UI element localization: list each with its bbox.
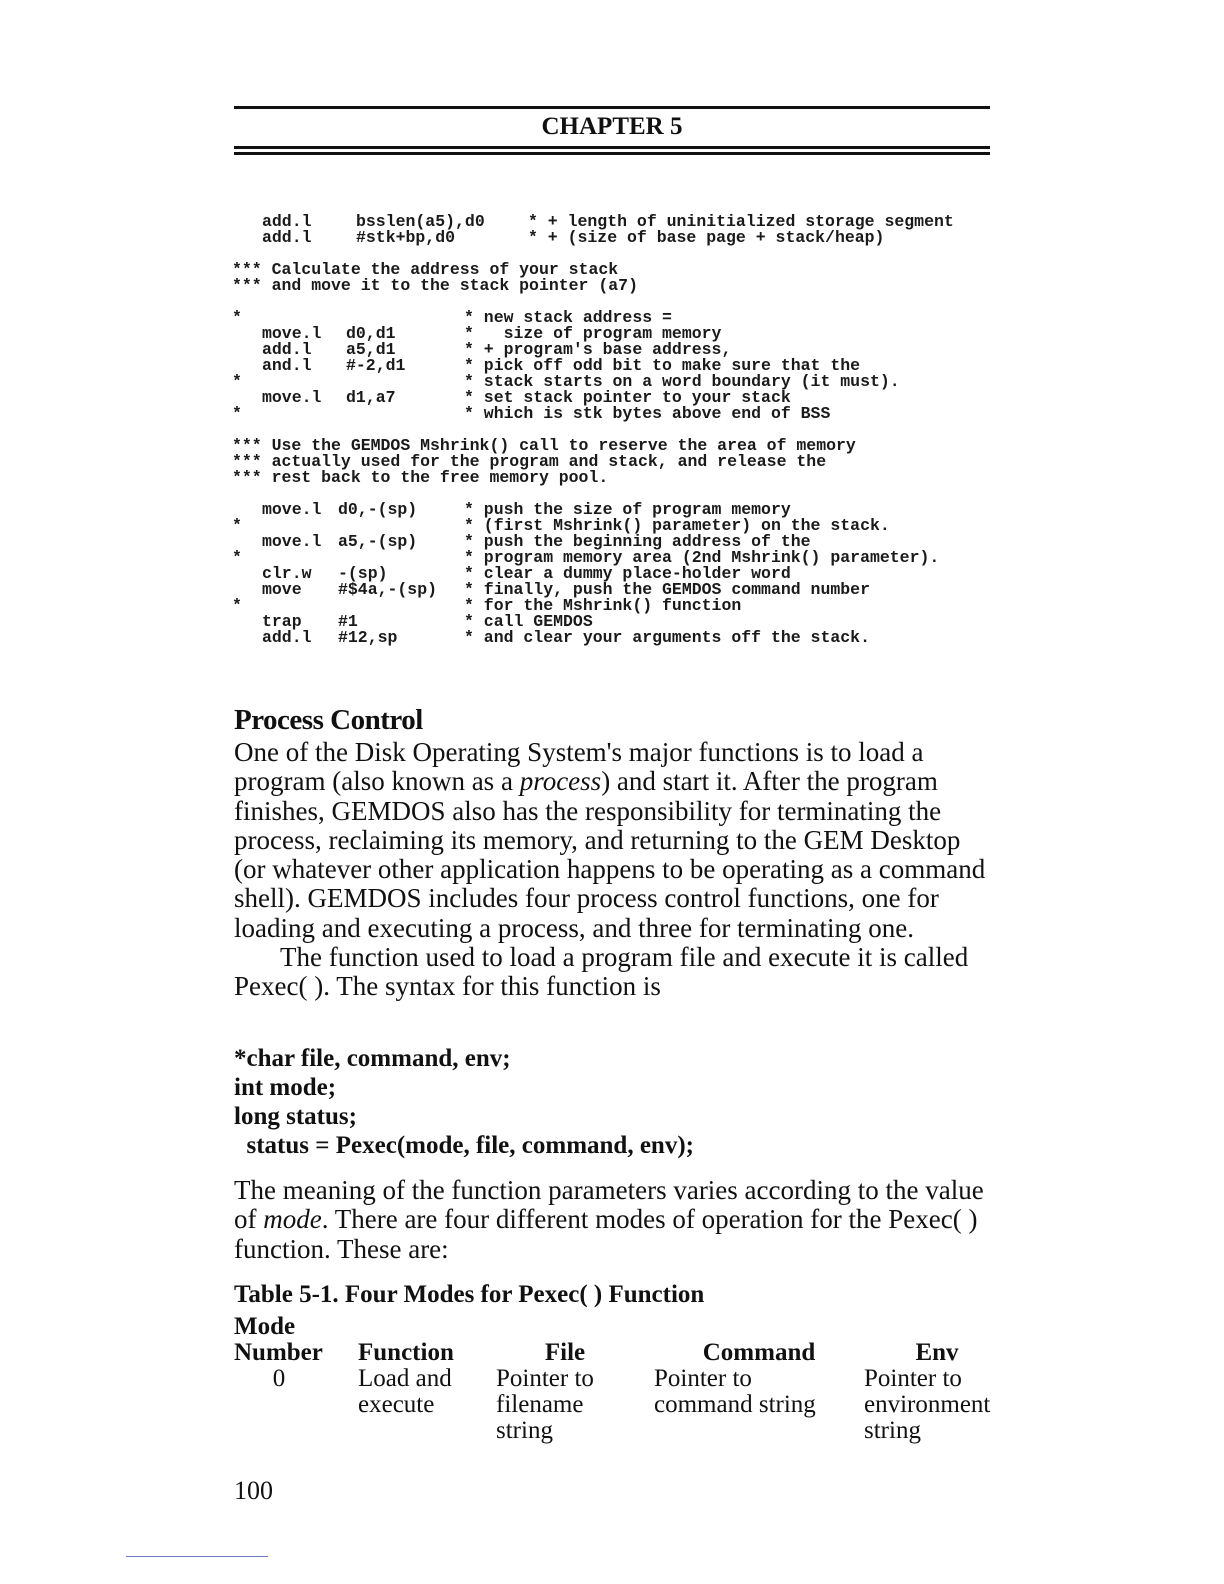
code-opcode: move — [262, 580, 302, 599]
code-comment: * push the beginning address of the — [464, 532, 811, 551]
code-comment-margin: * — [232, 516, 242, 535]
code-comment-margin: *** Use the GEMDOS Mshrink() call to reserve the area of memory — [232, 436, 856, 455]
table-header-row — [234, 1314, 1010, 1366]
code-operand: #stk+bp,d0 — [356, 228, 456, 247]
syntax-line: *char file, command, env; — [234, 1045, 511, 1072]
code-operand: #12,sp — [338, 628, 398, 647]
code-comment: * finally, push the GEMDOS command number — [464, 580, 870, 599]
code-opcode: add.l — [262, 212, 312, 231]
paragraph-pexec-intro: The function used to load a program file and execute it is called Pexec( ). The syntax for this function is — [234, 942, 969, 1002]
header-rule-top — [234, 106, 990, 109]
code-comment-margin: * — [232, 548, 242, 567]
syntax-line: long status; — [234, 1103, 357, 1130]
code-comment: * pick off odd bit to make sure that the — [464, 356, 861, 375]
col-header-function: Function — [358, 1339, 454, 1366]
col-header-env: Env — [915, 1339, 959, 1366]
code-operand: a5,-(sp) — [338, 532, 418, 551]
code-operand: d0,-(sp) — [338, 500, 418, 519]
code-comment: * push the size of program memory — [464, 500, 791, 519]
table-caption: Table 5-1. Four Modes for Pexec( ) Function — [234, 1281, 705, 1308]
cell-function: Load and execute — [358, 1365, 452, 1418]
code-comment: * (first Mshrink() parameter) on the stack. — [464, 516, 890, 535]
para1-emphasis: process — [519, 766, 602, 797]
cell-command: Pointer to command string — [654, 1365, 816, 1418]
code-comment: * stack starts on a word boundary (it must). — [464, 372, 900, 391]
section-heading: Process Control — [234, 704, 423, 736]
code-comment: * new stack address = — [464, 308, 672, 327]
code-comment: * call GEMDOS — [464, 612, 593, 631]
cell-env: Pointer to environment string — [864, 1365, 991, 1444]
code-operand: d0,d1 — [346, 324, 396, 343]
header-rule-bottom-2 — [234, 152, 990, 155]
code-comment-margin: * — [232, 308, 242, 327]
para3-text-a: The meaning of the function parameters varies according to the value of — [234, 1175, 984, 1235]
code-opcode: move.l — [262, 532, 322, 551]
code-operand: #$4a,-(sp) — [338, 580, 438, 599]
code-comment: * + program's base address, — [464, 340, 732, 359]
code-comment-margin: *** actually used for the program and stack, and release the — [232, 452, 827, 471]
header-rule-bottom-1 — [234, 146, 990, 149]
code-opcode: add.l — [262, 628, 312, 647]
footer-link-rule — [126, 1556, 268, 1557]
col-header-command: Command — [702, 1339, 816, 1366]
syntax-line: int mode; — [234, 1074, 337, 1101]
code-comment: * program memory area (2nd Mshrink() parameter). — [464, 548, 940, 567]
code-operand: #-2,d1 — [346, 356, 406, 375]
code-comment: * set stack pointer to your stack — [464, 388, 791, 407]
code-operand: d1,a7 — [346, 388, 396, 407]
code-comment: * which is stk bytes above end of BSS — [464, 404, 831, 423]
col-header-file: File — [544, 1339, 586, 1366]
code-comment-margin: * — [232, 404, 242, 423]
code-comment: * clear a dummy place-holder word — [464, 564, 791, 583]
code-comment-margin: *** Calculate the address of your stack — [232, 260, 619, 279]
para1-text-a: One of the Disk Operating System's major functions is to load a program (also known as a — [234, 737, 924, 797]
code-comment-margin: * — [232, 596, 242, 615]
page-number: 100 — [234, 1476, 273, 1505]
chapter-title: CHAPTER 5 — [541, 113, 683, 140]
code-comment-margin: *** and move it to the stack pointer (a7) — [232, 276, 638, 295]
para1-text-b: ) and start it. After the program finishes, GEMDOS also has the responsibility for terminating the process, reclaiming its memory, and returning to the GEM Desktop (or whatever other application happens to be operating as a command shell). GEMDOS includes four process control functions, one for loading and executing a process, and three for terminating one. — [234, 766, 986, 943]
code-comment: * and clear your arguments off the stack. — [464, 628, 870, 647]
code-comment: * + length of uninitialized storage segment — [528, 212, 954, 231]
code-comment-margin: *** rest back to the free memory pool. — [232, 468, 609, 487]
code-operand: -(sp) — [338, 564, 388, 583]
code-comment: * size of program memory — [464, 324, 722, 343]
code-opcode: add.l — [262, 228, 312, 247]
code-opcode: move.l — [262, 500, 322, 519]
code-comment: * + (size of base page + stack/heap) — [528, 228, 885, 247]
cell-file: Pointer to filename string — [496, 1365, 594, 1444]
code-comment-margin: * — [232, 372, 242, 391]
col-header-mode: Mode Number — [234, 1313, 323, 1366]
code-comment: * for the Mshrink() function — [464, 596, 742, 615]
code-opcode: move.l — [262, 324, 322, 343]
para3-text-b: . There are four different modes of operation for the Pexec( ) function. These are: — [234, 1204, 978, 1264]
code-opcode: clr.w — [262, 564, 312, 583]
para3-emphasis: mode — [263, 1204, 322, 1235]
paragraph-process-intro — [234, 738, 990, 1002]
code-opcode: move.l — [262, 388, 322, 407]
code-operand: bsslen(a5),d0 — [356, 212, 485, 231]
code-opcode: trap — [262, 612, 302, 631]
code-opcode: add.l — [262, 340, 312, 359]
table-row — [234, 1366, 1010, 1444]
cell-mode: 0 — [272, 1365, 286, 1392]
paragraph-mode-meaning — [234, 1176, 990, 1264]
code-opcode: and.l — [262, 356, 312, 375]
code-operand: a5,d1 — [346, 340, 396, 359]
pexec-modes-table — [234, 1314, 1010, 1444]
syntax-line: status = Pexec(mode, file, command, env); — [234, 1132, 694, 1159]
syntax-block — [234, 1044, 694, 1160]
code-operand: #1 — [338, 612, 358, 631]
